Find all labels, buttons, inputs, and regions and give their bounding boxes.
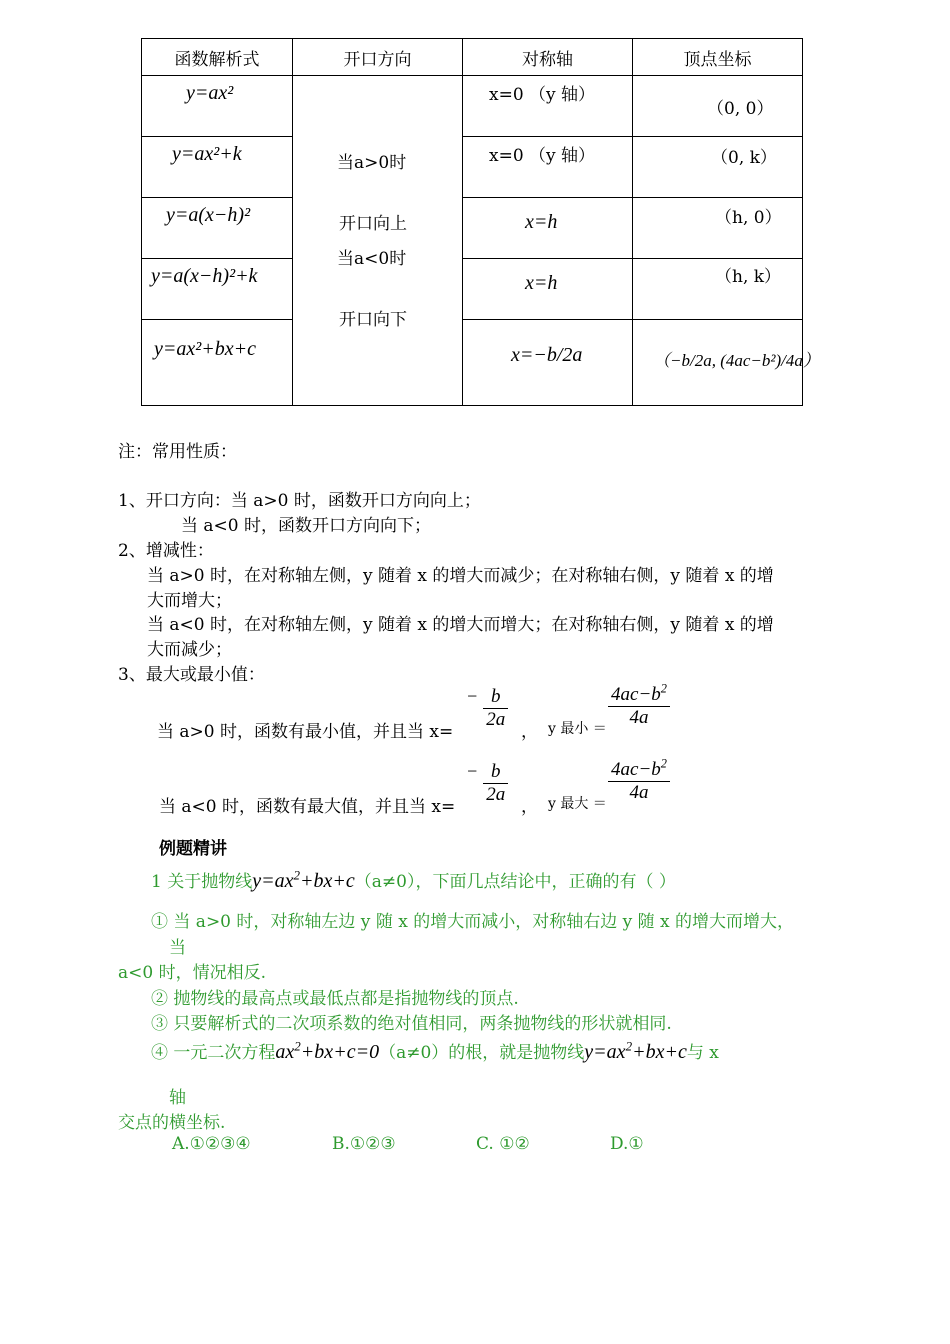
min-x-fraction: − $\frac{b}{2a}$ — [466, 686, 508, 731]
choice-d[interactable]: D.① — [610, 1134, 644, 1154]
axis-text: x=−b/2a — [511, 344, 583, 366]
question-prefix: 1 关于抛物线 — [151, 872, 253, 892]
vertex-text: （h, k） — [715, 267, 782, 287]
note-2-line-1: 当 a>0 时，在对称轴左侧，y 随着 x 的增大而减少；在对称轴右侧，y 随着 x 的增 — [147, 566, 774, 586]
formula-cell: y=ax² — [186, 82, 234, 104]
axis-text: x=0 （y 轴） — [489, 146, 596, 166]
table-row — [142, 198, 293, 259]
direction-line-3: 当a<0时 — [337, 249, 407, 269]
y-max-label: y 最大 ＝ — [548, 796, 607, 812]
choice-a[interactable]: A.①②③④ — [172, 1134, 251, 1154]
min-value-text: 当 a>0 时，函数有最小值，并且当 x= — [157, 722, 454, 742]
axis-cell — [463, 259, 633, 320]
max-x-fraction: − $\frac{b}{2a}$ — [466, 761, 508, 806]
vertex-text: （−b/2a, (4ac−b²)/4a） — [653, 351, 820, 370]
vertex-cell — [633, 76, 803, 137]
note-1-line-2: 当 a<0 时，函数开口方向向下； — [181, 516, 432, 536]
max-y-fraction: $\frac{4ac-b^2}{4a}$ — [608, 759, 670, 804]
choice-b[interactable]: B.①②③ — [332, 1134, 396, 1154]
vertex-cell — [633, 198, 803, 259]
max-value-text: 当 a<0 时，函数有最大值，并且当 x= — [159, 797, 456, 817]
note-3-title: 3、最大或最小值： — [118, 665, 265, 685]
direction-line-2: 开口向上 — [339, 214, 407, 234]
option-3: ③ 只要解析式的二次项系数的绝对值相同，两条抛物线的形状就相同. — [151, 1014, 672, 1034]
table-header-formula: 函数解析式 — [142, 39, 293, 76]
formula-cell: y=a(x−h)²+k — [151, 265, 258, 287]
axis-cell — [463, 320, 633, 406]
option-4-line-1: ④ 一元二次方程$ax^2+bx+c=0(a\ne 0)$的根，就是抛物线$y=ax^2+bx+c$与 x — [151, 1038, 719, 1063]
axis-text: x=h — [525, 272, 558, 294]
choice-c[interactable]: C. ①② — [476, 1134, 530, 1154]
option-4-mid: （a≠0）的根，就是抛物线 — [379, 1043, 585, 1063]
table-row — [142, 76, 293, 137]
vertex-cell — [633, 259, 803, 320]
table-row — [142, 320, 293, 406]
table-row — [142, 137, 293, 198]
option-1-line-2: 当 — [169, 938, 186, 958]
option-4-line-2: 轴 — [169, 1088, 186, 1108]
table-header-axis: 对称轴 — [463, 39, 633, 76]
note-1-line-1: 1、开口方向：当 a>0 时，函数开口方向向上； — [118, 491, 481, 511]
option-2: ② 抛物线的最高点或最低点都是指抛物线的顶点. — [151, 989, 519, 1009]
option-1-line-3: a<0 时，情况相反. — [118, 963, 267, 983]
formula-cell: y=ax²+k — [172, 143, 242, 165]
vertex-text: （0, 0） — [707, 99, 774, 119]
note-2-title: 2、增减性： — [118, 541, 214, 561]
axis-text: x=h — [525, 211, 558, 233]
table-row — [142, 259, 293, 320]
question-suffix: （a≠0），下面几点结论中，正确的有（ ） — [354, 872, 676, 892]
direction-line-4: 开口向下 — [339, 310, 407, 330]
direction-line-1: 当a>0时 — [337, 153, 407, 173]
vertex-cell — [633, 320, 820, 406]
axis-cell — [463, 76, 633, 137]
table-header-vertex: 顶点坐标 — [633, 39, 803, 76]
vertex-cell — [633, 137, 803, 198]
axis-text: x=0 （y 轴） — [489, 85, 596, 105]
option-4-prefix: ④ 一元二次方程 — [151, 1043, 276, 1063]
option-4-suffix: 与 x — [686, 1043, 719, 1063]
example-heading: 例题精讲 — [159, 839, 227, 859]
note-2-line-4: 大而减少； — [147, 640, 232, 660]
y-min-label: y 最小 ＝ — [548, 721, 607, 737]
question-line: 1 关于抛物线$y=ax^2+bx+c(a\ne 0)$，下面几点结论中，正确的有（ ） — [151, 867, 676, 892]
note-2-line-2: 大而增大； — [147, 591, 232, 611]
direction-cell — [293, 76, 463, 406]
formula-cell: y=ax²+bx+c — [154, 338, 256, 360]
option-1-line-1: ① 当 a>0 时，对称轴左边 y 随 x 的增大而减小，对称轴右边 y 随 x 的增大而增大， — [151, 912, 795, 932]
option-4-line-3: 交点的横坐标. — [118, 1113, 226, 1133]
vertex-text: （0, k） — [711, 148, 777, 168]
table-header-direction: 开口方向 — [293, 39, 463, 76]
formula-cell: y=a(x−h)² — [166, 204, 251, 226]
vertex-text: （h, 0） — [715, 208, 782, 228]
axis-cell — [463, 137, 633, 198]
notes-heading: 注：常用性质： — [118, 442, 237, 462]
min-y-fraction: $\frac{4ac-b^2}{4a}$ — [608, 684, 670, 729]
axis-cell — [463, 198, 633, 259]
note-2-line-3: 当 a<0 时，在对称轴左侧，y 随着 x 的增大而增大；在对称轴右侧，y 随着 x 的增 — [147, 615, 774, 635]
parabola-properties-table — [141, 38, 820, 406]
